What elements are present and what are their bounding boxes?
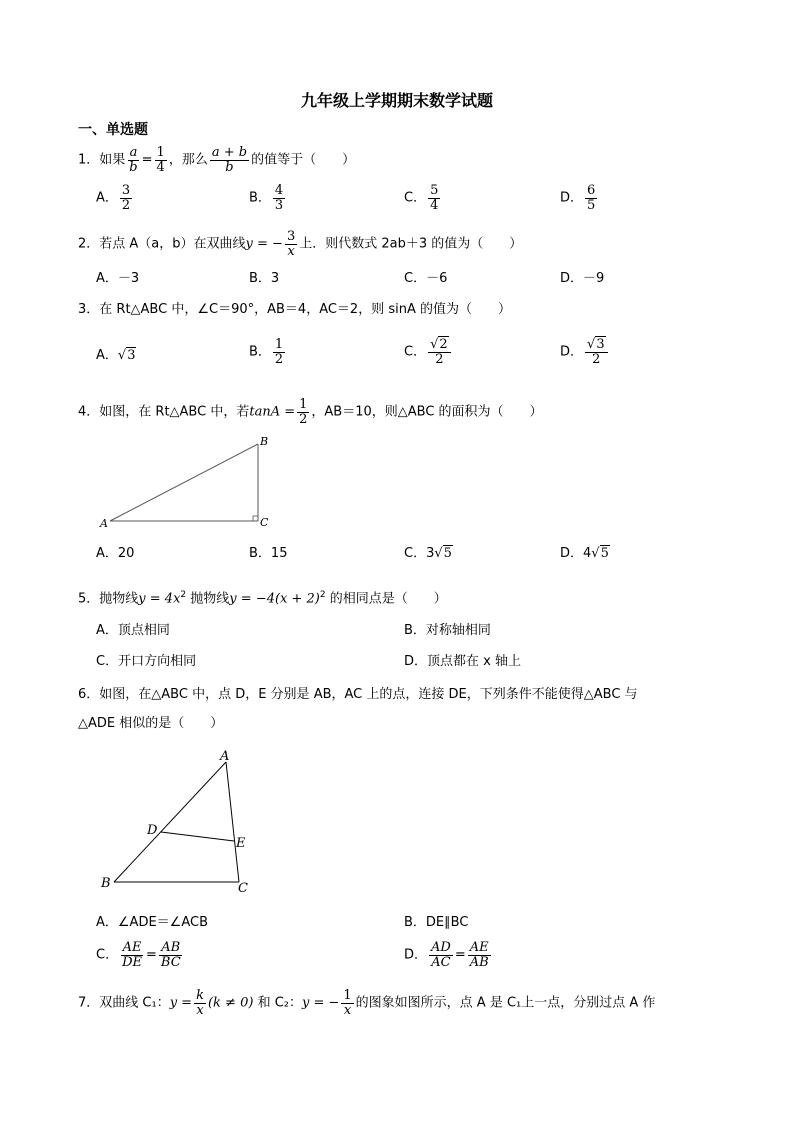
numerator	[428, 338, 451, 353]
question-4	[78, 398, 543, 426]
denominator: BC	[160, 954, 181, 970]
exponent: 2	[180, 590, 187, 600]
equation: y =	[169, 995, 193, 1011]
option-label: A．	[96, 915, 118, 930]
page-title: 九年级上学期期末数学试题	[300, 91, 493, 110]
radicand: 3	[596, 337, 605, 352]
square-root: √3	[587, 337, 605, 352]
option-d[interactable]	[560, 544, 610, 564]
option-label: B．	[249, 546, 271, 561]
fraction	[585, 338, 608, 366]
vertex-label-b: B	[101, 876, 111, 891]
question-text: 如果	[99, 152, 126, 168]
option-value: 对称轴相同	[425, 623, 491, 638]
numerator	[585, 338, 608, 353]
denominator: x	[343, 1002, 352, 1018]
denominator: DE	[122, 954, 142, 970]
question-5	[78, 585, 447, 609]
radicand: 2	[439, 337, 448, 352]
radicand: 5	[600, 546, 609, 561]
question-number: 4．	[78, 404, 100, 420]
option-value: 15	[270, 546, 288, 561]
vertex-label-e: E	[236, 836, 246, 851]
option-c[interactable]	[404, 184, 442, 212]
question-text: 和 C₂：	[257, 995, 302, 1011]
denominator: x	[196, 1002, 204, 1018]
option-label: D．	[404, 947, 428, 963]
denominator: 4	[156, 159, 165, 175]
question-text: 的图象如图所示，点 A 是 C₁上一点，分别过点 A 作	[355, 995, 656, 1011]
numerator: 1	[156, 145, 165, 160]
right-angle-mark	[253, 516, 258, 521]
option-a[interactable]	[96, 913, 208, 933]
question-text: 双曲线 C₁：	[99, 995, 170, 1011]
vertex-label-c: C	[260, 516, 269, 529]
question-number: 5．	[78, 591, 100, 607]
option-value: ∠ADE＝∠ACB	[117, 915, 208, 930]
vertex-label-b: B	[260, 435, 269, 448]
equals-sign: =	[141, 152, 153, 168]
numerator: 1	[274, 337, 284, 352]
question-number: 2．	[78, 236, 100, 252]
question-text: 如图，在 Rt△ABC 中，若	[99, 404, 250, 420]
denominator: x	[287, 243, 295, 259]
fraction	[120, 184, 132, 212]
radicand: 5	[443, 546, 452, 561]
vertex-label-a: A	[100, 517, 108, 530]
fraction	[155, 146, 167, 174]
denominator: 2	[299, 411, 308, 427]
numerator: 1	[299, 397, 308, 412]
option-label: C．	[404, 271, 427, 286]
tan-expression: tanA =	[249, 404, 296, 420]
numerator: 1	[343, 988, 352, 1003]
denominator: 2	[274, 351, 284, 367]
fraction	[120, 941, 144, 969]
option-b[interactable]	[249, 184, 287, 212]
numerator: 5	[430, 183, 439, 198]
question-3	[78, 300, 511, 320]
option-d[interactable]	[404, 941, 493, 969]
option-label: B．	[404, 623, 426, 638]
question-6	[78, 685, 638, 705]
numerator: 4	[274, 183, 284, 198]
question-text: 如图，在△ABC 中，点 D，E 分别是 AB，AC 上的点，连接 DE，下列条件不能使得△ABC 与	[99, 687, 638, 702]
option-a[interactable]	[96, 346, 136, 366]
question-text: 抛物线	[190, 591, 230, 607]
option-label: D．	[560, 190, 584, 206]
question-number: 1．	[78, 152, 100, 168]
equation: y = −	[301, 995, 340, 1011]
exponent: 2	[319, 590, 326, 600]
vertex-label-a: A	[220, 749, 230, 764]
question-text: 在 Rt△ABC 中，∠C＝90°，AB＝4，AC＝2，则 sinA 的值为（ ）	[99, 302, 511, 317]
option-d[interactable]	[404, 652, 521, 672]
radicand: 3	[127, 348, 136, 363]
vertex-label-d: D	[147, 823, 158, 838]
square-root: √5	[591, 546, 609, 561]
square-root: √3	[117, 348, 136, 363]
fraction	[585, 184, 597, 212]
option-label: A．	[96, 348, 118, 363]
fraction	[273, 184, 285, 212]
option-b[interactable]	[404, 621, 491, 641]
numerator: 3	[286, 229, 296, 244]
option-label: B．	[404, 915, 426, 930]
option-value: 顶点都在 x 轴上	[427, 654, 521, 669]
vertex-label-c: C	[238, 881, 248, 894]
denominator: b	[225, 159, 234, 175]
numerator: AE	[122, 940, 142, 955]
fraction	[297, 398, 309, 426]
option-a[interactable]	[96, 544, 134, 564]
question-text: 上．则代数式 2ab＋3 的值为（ ）	[299, 236, 523, 252]
question-1	[78, 146, 355, 174]
question-7	[78, 989, 655, 1017]
fraction	[341, 989, 353, 1017]
option-c[interactable]	[404, 338, 453, 366]
fraction	[194, 989, 206, 1017]
option-d[interactable]	[560, 269, 604, 289]
option-value: 3	[270, 271, 280, 286]
segment-de	[161, 832, 234, 841]
question-text: 的相同点是（ ）	[329, 591, 447, 607]
fraction	[273, 338, 285, 366]
option-label: D．	[404, 654, 428, 669]
denominator: AB	[469, 954, 489, 970]
option-label: C．	[96, 947, 119, 963]
option-label: A．	[96, 623, 118, 638]
numerator: 3	[121, 183, 131, 198]
question-number: 7．	[78, 995, 100, 1011]
numerator: k	[196, 988, 204, 1003]
option-c[interactable]	[96, 652, 196, 672]
denominator: 5	[587, 197, 596, 213]
option-value: 开口方向相同	[118, 654, 197, 669]
option-label: C．	[404, 546, 427, 561]
equation: y = −	[245, 236, 283, 252]
option-b[interactable]	[249, 338, 287, 366]
denominator: 4	[430, 197, 439, 213]
side-ac	[226, 762, 239, 882]
denominator: 2	[592, 351, 601, 367]
option-label: C．	[96, 654, 119, 669]
coefficient: 4	[583, 546, 592, 561]
numerator: a	[129, 145, 138, 160]
question-text: 抛物线	[99, 591, 139, 607]
right-triangle-figure	[96, 430, 286, 535]
option-value: DE∥BC	[425, 915, 469, 930]
denominator: AC	[431, 954, 451, 970]
option-c[interactable]	[96, 941, 185, 969]
fraction	[428, 184, 440, 212]
numerator: 6	[587, 183, 596, 198]
equals-sign: =	[454, 947, 466, 963]
option-b[interactable]	[249, 269, 279, 289]
option-value: －6	[426, 271, 448, 286]
option-label: B．	[249, 271, 271, 286]
question-text: ，那么	[168, 152, 208, 168]
side-ab	[114, 762, 226, 882]
numerator: a + b	[211, 145, 248, 160]
parabola-2: y = −4(x + 2)	[229, 591, 320, 607]
option-label: C．	[404, 344, 427, 360]
numerator: AB	[161, 940, 181, 955]
question-text: 的值等于（ ）	[251, 152, 356, 168]
question-text: ，AB＝10，则△ABC 的面积为（ ）	[311, 404, 543, 420]
fraction	[159, 941, 183, 969]
square-root: √2	[430, 337, 448, 352]
option-d[interactable]	[560, 184, 599, 212]
option-b[interactable]	[249, 544, 287, 564]
option-b[interactable]	[404, 913, 468, 933]
fraction	[429, 941, 453, 969]
option-label: A．	[96, 190, 118, 206]
question-number: 6．	[78, 687, 100, 702]
square-root: √5	[434, 546, 452, 561]
option-label: B．	[249, 190, 271, 206]
question-6-continued: △ADE 相似的是（ ）	[78, 716, 224, 731]
parabola-1: y = 4x	[138, 591, 181, 607]
triangle-figure	[96, 748, 266, 894]
fraction	[428, 338, 451, 366]
option-c[interactable]	[404, 544, 453, 564]
option-label: D．	[560, 344, 584, 360]
option-value: 20	[117, 546, 135, 561]
side-ab	[110, 444, 258, 521]
numerator: AD	[431, 940, 451, 955]
equals-sign: =	[146, 947, 157, 963]
question-number: 3．	[78, 302, 100, 317]
fraction	[127, 146, 139, 174]
denominator: 3	[274, 197, 284, 213]
fraction	[210, 146, 249, 174]
option-value: 顶点相同	[117, 623, 170, 638]
option-label: C．	[404, 190, 427, 206]
fraction	[468, 941, 491, 969]
option-label: B．	[249, 344, 271, 360]
option-label: A．	[96, 546, 118, 561]
option-c[interactable]	[404, 269, 447, 289]
condition: (k ≠ 0)	[207, 995, 254, 1011]
option-label: A．	[96, 271, 118, 286]
numerator: AE	[469, 940, 489, 955]
question-text: 若点 A（a，b）在双曲线	[99, 236, 246, 252]
coefficient: 3	[426, 546, 435, 561]
section-heading: 一、单选题	[78, 122, 148, 138]
question-2	[78, 230, 522, 258]
denominator: 2	[435, 351, 444, 367]
denominator: b	[129, 159, 138, 175]
option-a[interactable]	[96, 184, 134, 212]
option-a[interactable]	[96, 621, 170, 641]
denominator: 2	[121, 197, 131, 213]
option-value: －3	[117, 271, 140, 286]
option-d[interactable]	[560, 338, 610, 366]
fraction	[285, 230, 297, 258]
option-label: D．	[560, 546, 584, 561]
option-value: －9	[583, 271, 605, 286]
option-label: D．	[560, 271, 584, 286]
option-a[interactable]	[96, 269, 139, 289]
